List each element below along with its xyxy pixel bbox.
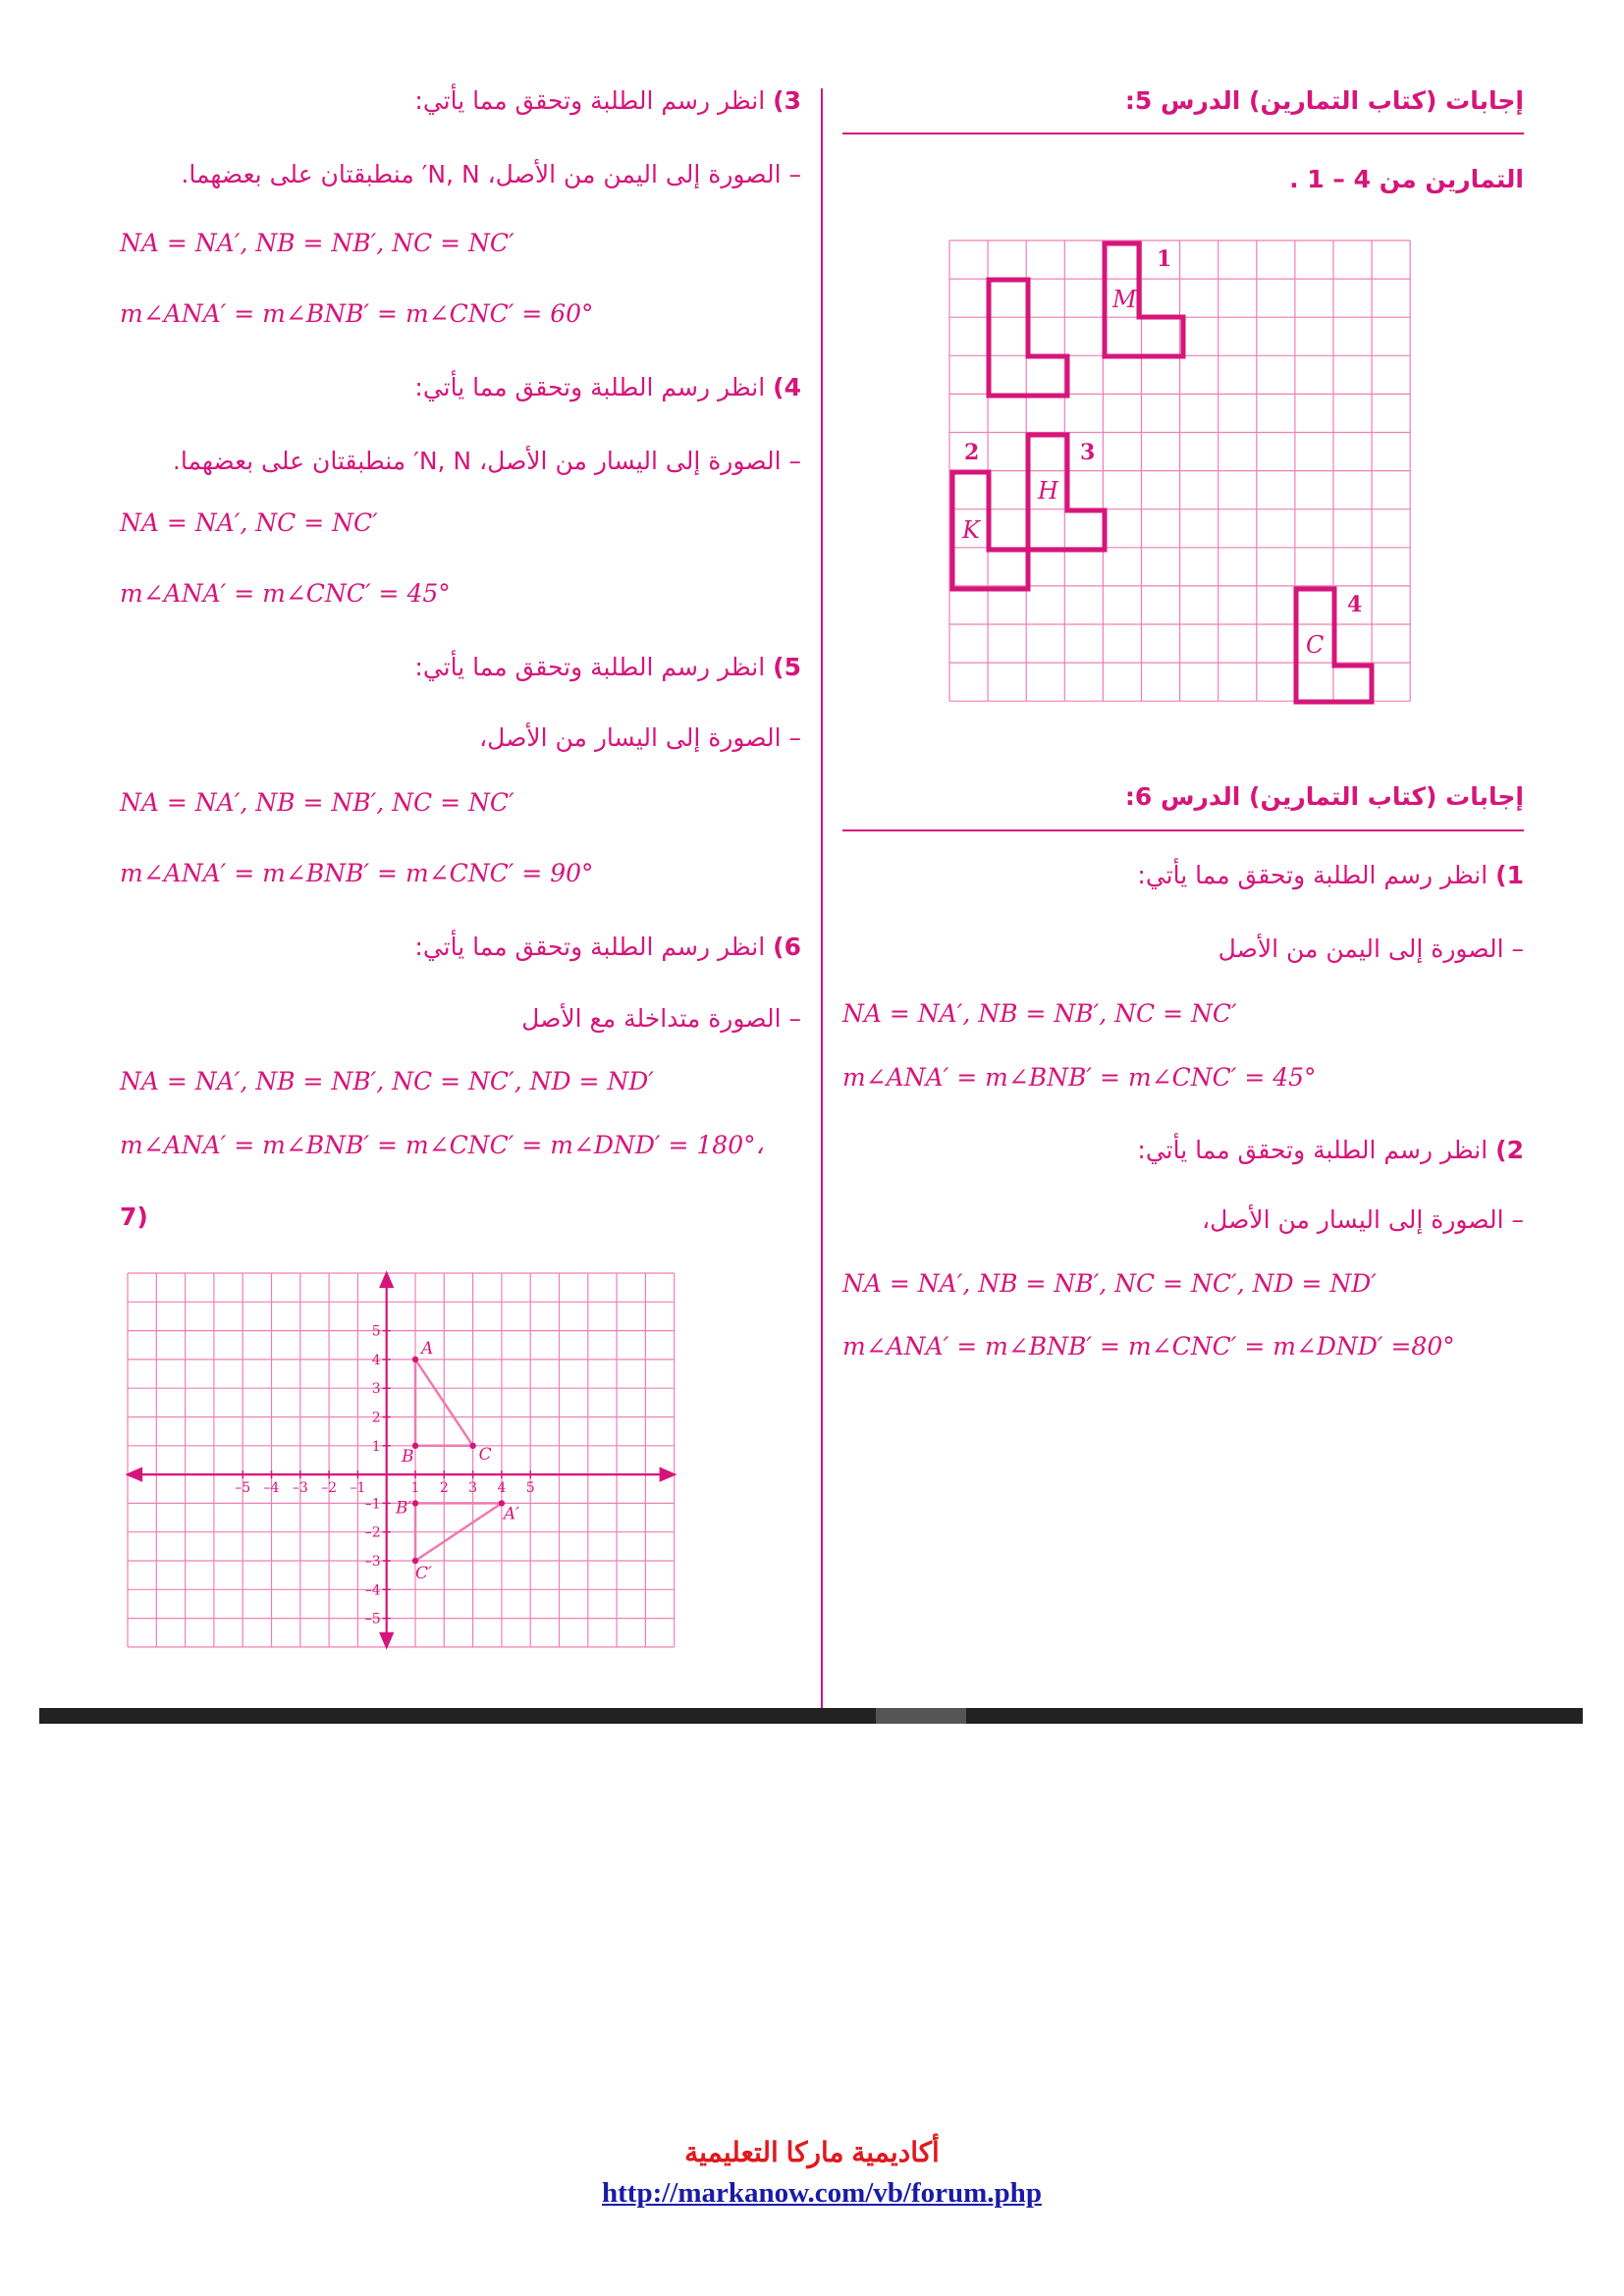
screen-bottom-bar bbox=[39, 1708, 1583, 1724]
shape-1-number: 1 bbox=[1157, 246, 1172, 272]
item-1-desc: – الصورة إلى اليمن من الأصل bbox=[1218, 934, 1524, 963]
item-2-eq1: NA = NA′, NB = NB′, NC = NC′, ND = ND′ bbox=[842, 1269, 1377, 1298]
point-label-a_prime: A′ bbox=[503, 1504, 520, 1524]
item-5-eq1: NA = NA′, NB = NB′, NC = NC′ bbox=[120, 788, 514, 817]
x-tick-label: 4 bbox=[497, 1480, 507, 1497]
x-tick-label: 5 bbox=[525, 1480, 535, 1497]
item-7-number: 7) bbox=[120, 1202, 148, 1231]
item-6-desc: – الصورة متداخلة مع الأصل bbox=[521, 1004, 801, 1033]
item-1-eq1: NA = NA′, NB = NB′, NC = NC′ bbox=[842, 999, 1237, 1028]
point-label-a: A bbox=[421, 1338, 434, 1359]
item-6-number: 6) bbox=[773, 933, 801, 961]
item-3-number: 3) bbox=[773, 86, 801, 115]
point-label-b_prime: B′ bbox=[396, 1498, 412, 1519]
column-divider bbox=[821, 88, 823, 1710]
point-b_prime bbox=[412, 1500, 418, 1506]
y-tick-label: 2 bbox=[371, 1410, 381, 1426]
y-tick-label: –1 bbox=[364, 1496, 381, 1513]
coordinate-plane bbox=[126, 1271, 685, 1664]
point-a bbox=[412, 1357, 418, 1362]
exercises-range: التمارين من 4 – 1 . bbox=[1289, 165, 1524, 193]
lesson6-underline bbox=[842, 829, 1524, 831]
x-tick-label: 1 bbox=[410, 1480, 420, 1497]
lesson5-underline bbox=[842, 133, 1524, 134]
x-tick-label: 2 bbox=[439, 1480, 449, 1497]
item-1-number: 1) bbox=[1495, 861, 1524, 889]
x-tick-label: 3 bbox=[468, 1480, 478, 1497]
item-3-eq2: m∠ANA′ = m∠BNB′ = m∠CNC′ = 60° bbox=[120, 299, 594, 328]
item-2-prompt bbox=[1137, 1136, 1524, 1164]
x-tick-label: –3 bbox=[292, 1480, 308, 1497]
shape-4-number: 4 bbox=[1347, 592, 1363, 617]
item-1-eq2: m∠ANA′ = m∠BNB′ = m∠CNC′ = 45° bbox=[842, 1063, 1317, 1092]
item-2-number: 2) bbox=[1495, 1136, 1524, 1164]
item-4-prompt-text: انظر رسم الطلبة وتحقق مما يأتي: bbox=[414, 373, 766, 401]
item-3-eq1: NA = NA′, NB = NB′, NC = NC′ bbox=[120, 229, 514, 257]
item-2-desc: – الصورة إلى اليسار من الأصل، bbox=[1202, 1205, 1524, 1234]
item-5-prompt bbox=[414, 653, 801, 681]
item-6-eq1: NA = NA′, NB = NB′, NC = NC′, ND = ND′ bbox=[120, 1067, 654, 1095]
y-tick-label: –4 bbox=[364, 1582, 381, 1599]
item-5-number: 5) bbox=[773, 653, 801, 681]
shape-2-number: 2 bbox=[964, 440, 980, 465]
x-tick-label: –2 bbox=[321, 1480, 338, 1497]
lesson6-heading: إجابات (كتاب التمارين) الدرس 6: bbox=[1124, 782, 1524, 811]
item-6-prompt bbox=[414, 933, 801, 961]
item-3-desc: – الصورة إلى اليمن من الأصل، N, N′ منطبقتان على بعضهما. bbox=[181, 160, 801, 188]
shape-2-letter: K bbox=[962, 516, 980, 544]
x-tick-label: –4 bbox=[263, 1480, 280, 1497]
bar-highlight-segment bbox=[876, 1708, 966, 1724]
point-label-b: B bbox=[402, 1446, 414, 1467]
item-4-prompt bbox=[414, 373, 801, 401]
x-tick-label: –5 bbox=[235, 1480, 251, 1497]
item-4-number: 4) bbox=[773, 373, 801, 401]
point-label-c: C bbox=[478, 1444, 492, 1465]
shape-4-letter: C bbox=[1306, 631, 1325, 659]
shapes-grid bbox=[947, 239, 1419, 710]
item-5-eq2: m∠ANA′ = m∠BNB′ = m∠CNC′ = 90° bbox=[120, 859, 594, 887]
y-tick-label: –3 bbox=[364, 1554, 381, 1570]
item-2-eq2: m∠ANA′ = m∠BNB′ = m∠CNC′ = m∠DND′ =80° bbox=[842, 1332, 1455, 1361]
item-2-prompt-text: انظر رسم الطلبة وتحقق مما يأتي: bbox=[1137, 1136, 1489, 1164]
point-label-c_prime: C′ bbox=[415, 1564, 432, 1583]
y-tick-label: 1 bbox=[371, 1438, 381, 1455]
lesson5-heading: إجابات (كتاب التمارين) الدرس 5: bbox=[1124, 86, 1524, 115]
item-3-prompt bbox=[414, 86, 801, 115]
y-tick-label: 4 bbox=[371, 1352, 381, 1368]
item-3-prompt-text: انظر رسم الطلبة وتحقق مما يأتي: bbox=[414, 86, 766, 115]
item-5-prompt-text: انظر رسم الطلبة وتحقق مما يأتي: bbox=[414, 653, 766, 681]
y-tick-label: –5 bbox=[364, 1611, 381, 1628]
item-1-prompt bbox=[1137, 861, 1524, 889]
item-5-desc: – الصورة إلى اليسار من الأصل، bbox=[479, 723, 801, 752]
footer-title: أكاديمية ماركا التعليمية bbox=[684, 2137, 940, 2167]
shape-3-number: 3 bbox=[1080, 440, 1096, 465]
item-1-prompt-text: انظر رسم الطلبة وتحقق مما يأتي: bbox=[1137, 861, 1489, 889]
point-c bbox=[469, 1443, 475, 1449]
footer-link[interactable]: http://markanow.com/vb/forum.php bbox=[602, 2177, 1042, 2209]
item-6-eq2: m∠ANA′ = m∠BNB′ = m∠CNC′ = m∠DND′ = 180°، bbox=[120, 1131, 764, 1159]
item-6-prompt-text: انظر رسم الطلبة وتحقق مما يأتي: bbox=[414, 933, 766, 961]
item-4-eq2: m∠ANA′ = m∠CNC′ = 45° bbox=[120, 579, 451, 608]
item-4-eq1: NA = NA′, NC = NC′ bbox=[120, 508, 378, 537]
y-tick-label: 5 bbox=[371, 1323, 381, 1340]
shape-dashed-outline bbox=[989, 280, 1067, 396]
x-tick-label: –1 bbox=[350, 1480, 366, 1497]
shape-3-letter: H bbox=[1038, 477, 1058, 505]
y-tick-label: 3 bbox=[371, 1381, 381, 1398]
y-tick-label: –2 bbox=[364, 1524, 381, 1541]
item-4-desc: – الصورة إلى اليسار من الأصل، N, N′ منطبقتان على بعضهما. bbox=[172, 447, 801, 475]
shape-1-letter: M bbox=[1112, 286, 1137, 313]
